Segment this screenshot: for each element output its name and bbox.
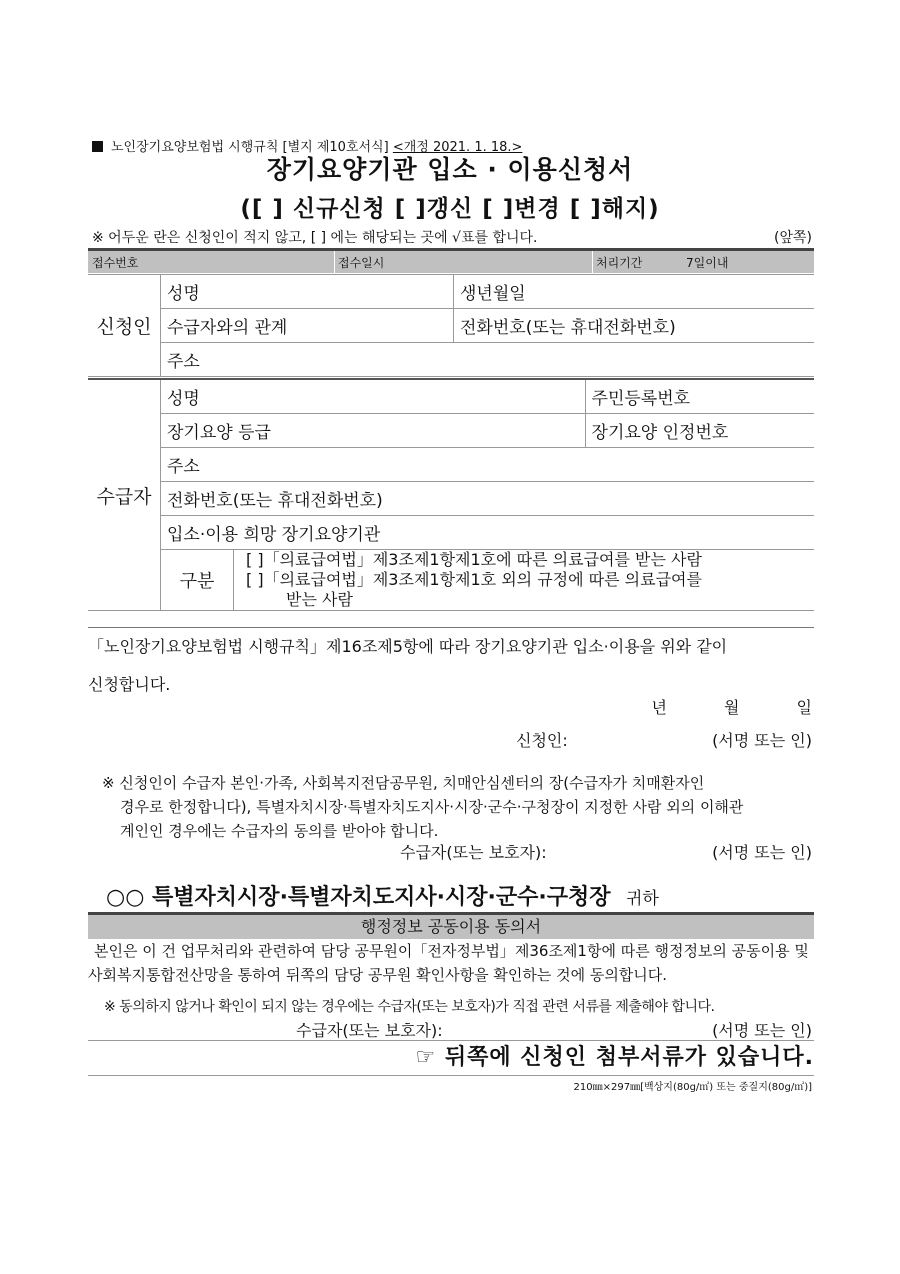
back-page-notice: ☞ 뒤쪽에 신청인 첨부서류가 있습니다. (88, 1040, 814, 1076)
beneficiary-address-field[interactable]: 주소 (161, 448, 815, 482)
addressee-honorific: 귀하 (626, 889, 659, 909)
revision-date: <개정 2021. 1. 18.> (392, 140, 523, 155)
applicant-section-label: 신청인 (88, 275, 161, 377)
declaration-text (88, 627, 814, 704)
applicant-signature-field[interactable]: (서명 또는 인) (712, 731, 812, 750)
page-title: 장기요양기관 입소 · 이용신청서 (266, 155, 634, 184)
care-grade-field[interactable]: 장기요양 등급 (161, 414, 586, 448)
divider (334, 251, 335, 273)
consent-text: 본인은 이 건 업무처리와 관련하여 담당 공무원이「전자정부법」제36조제1항에 따른 행정정보의 공동이용 및 사회복지통합전산망을 통하여 뒤쪽의 담당 공무원 확인사항을 확인하는 것에 동의합니다. (88, 942, 809, 984)
applicant-signature-label: 신청인: (516, 731, 568, 750)
processing-period-label: 처리기간 (596, 256, 643, 270)
category-options (234, 550, 815, 611)
consent-note: ※ 동의하지 않거나 확인이 되지 않는 경우에는 수급자(또는 보호자)가 직접 관련 서류를 제출해야 합니다. (104, 999, 715, 1015)
consent-signature-label: 수급자(또는 보호자): (296, 1021, 443, 1040)
applicant-phone-field[interactable]: 전화번호(또는 휴대전화번호) (454, 309, 815, 343)
receipt-date-label: 접수일시 (338, 256, 385, 270)
consent-title: 행정정보 공동이용 동의서 (88, 912, 814, 939)
page-side-label: (앞쪽) (774, 230, 812, 246)
note-line-2: 경우로 한정합니다), 특별자치시장·특별자치도지사·시장·군수·구청장이 지정한 사람 외의 이해관 (120, 798, 744, 816)
law-reference: 노인장기요양보험법 시행규칙 [별지 제10호서식] (111, 140, 389, 155)
declaration-line-2: 신청합니다. (88, 675, 171, 694)
beneficiary-name-field[interactable]: 성명 (161, 379, 586, 414)
beneficiary-section-label: 수급자 (88, 379, 161, 611)
category-option-2-continued: 받는 사람 (286, 590, 353, 609)
category-label: 구분 (161, 550, 234, 611)
care-certification-number-field[interactable]: 장기요양 인정번호 (585, 414, 814, 448)
date-field[interactable]: 년 월 일 (651, 698, 812, 717)
beneficiary-signature-label: 수급자(또는 보호자): (400, 843, 547, 862)
application-type-options[interactable]: ([ ] 신규신청 [ ]갱신 [ ]변경 [ ]해지) (240, 196, 660, 222)
declaration-line-1: 「노인장기요양보험법 시행규칙」제16조제5항에 따라 장기요양기관 입소·이용을 위와 같이 (88, 637, 728, 656)
beneficiary-resident-number-field[interactable]: 주민등록번호 (585, 379, 814, 414)
processing-period-value: 7일이내 (686, 256, 729, 270)
divider (592, 251, 593, 273)
beneficiary-table (88, 378, 814, 611)
note-line-3: 계인인 경우에는 수급자의 동의를 받아야 합니다. (120, 822, 439, 840)
instruction-note: ※ 어두운 란은 신청인이 적지 않고, [ ] 에는 해당되는 곳에 √표를 합니다. (92, 230, 538, 246)
consent-requirement-note (102, 771, 814, 843)
beneficiary-signature-field[interactable]: (서명 또는 인) (712, 843, 812, 862)
applicant-relation-field[interactable]: 수급자와의 관계 (161, 309, 454, 343)
consent-signature-field[interactable]: (서명 또는 인) (712, 1021, 812, 1040)
applicant-address-field[interactable]: 주소 (161, 343, 815, 377)
receipt-bar (88, 248, 814, 273)
category-option-1-checkbox[interactable]: [ ]「의료급여법」제3조제1항제1호에 따른 의료급여를 받는 사람 (246, 550, 702, 569)
beneficiary-phone-field[interactable]: 전화번호(또는 휴대전화번호) (161, 482, 815, 516)
note-line-1: ※ 신청인이 수급자 본인·가족, 사회복지전담공무원, 치매안심센터의 장(수급자가 치매환자인 (102, 774, 705, 792)
applicant-birth-field[interactable]: 생년월일 (454, 275, 815, 309)
addressee: ○○ 특별자치시장·특별자치도지사·시장·군수·구청장 (106, 885, 611, 910)
applicant-table (88, 274, 814, 377)
paper-specification: 210㎜×297㎜[백상지(80g/㎡) 또는 중질지(80g/㎡)] (573, 1082, 812, 1093)
desired-facility-field[interactable]: 입소·이용 희망 장기요양기관 (161, 516, 815, 550)
applicant-name-field[interactable]: 성명 (161, 275, 454, 309)
category-option-2-checkbox[interactable]: [ ]「의료급여법」제3조제1항제1호 외의 규정에 따른 의료급여를 (246, 570, 702, 589)
receipt-number-label: 접수번호 (92, 256, 139, 270)
